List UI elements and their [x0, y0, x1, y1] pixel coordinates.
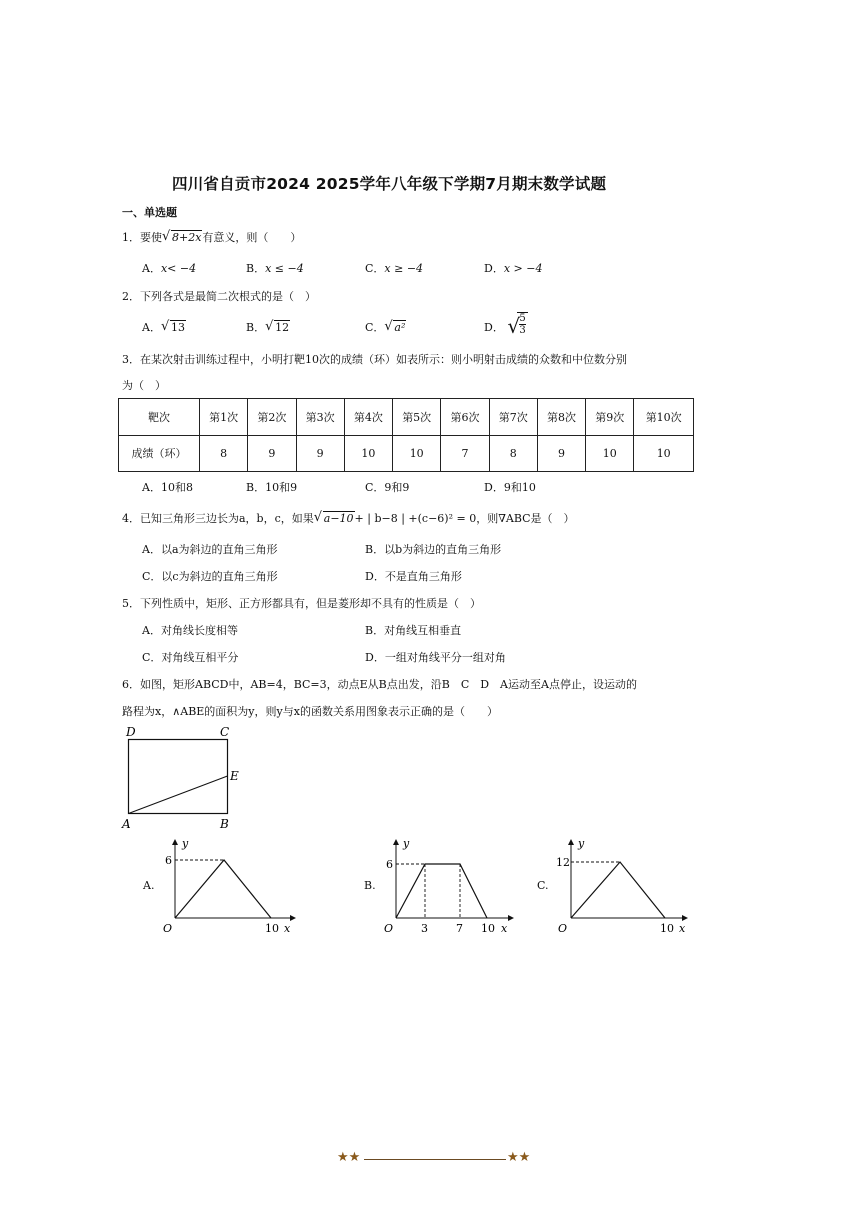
q4-middle: + | b−8 | +(c−6)² = 0，则∇ABC是（ ）	[354, 512, 575, 525]
svg-text:10: 10	[265, 922, 279, 935]
question-5: 5．下列性质中，矩形、正方形都具有，但是菱形却不具有的性质是（ ）	[122, 597, 481, 610]
svg-text:12: 12	[556, 856, 570, 869]
q1-suffix: 有意义，则（ ）	[202, 231, 302, 244]
table-cell: 9	[537, 435, 585, 472]
q1-prefix: 1．要使	[122, 231, 162, 244]
graph-a-label[interactable]: A.	[143, 879, 155, 892]
table-cell: 9	[248, 435, 296, 472]
table-cell: 第7次	[489, 399, 537, 436]
question-6-line-2: 路程为x，∧ABE的面积为y，则y与x的函数关系用图象表示正确的是（ ）	[122, 705, 498, 718]
table-cell: 第3次	[296, 399, 344, 436]
svg-text:O: O	[384, 922, 394, 935]
table-header-row	[119, 399, 694, 436]
table-cell: 成绩（环）	[119, 435, 200, 472]
svg-text:O: O	[163, 922, 173, 935]
svg-text:10: 10	[660, 922, 674, 935]
svg-text:y: y	[182, 837, 189, 850]
q5-option-d[interactable]: D．一组对角线平分一组对角	[365, 651, 506, 664]
table-cell: 7	[441, 435, 489, 472]
graph-b	[380, 836, 520, 936]
table-cell: 10	[344, 435, 392, 472]
question-2: 2．下列各式是最简二次根式的是（ ）	[122, 290, 316, 303]
table-cell: 第9次	[586, 399, 634, 436]
table-cell: 靶次	[119, 399, 200, 436]
table-cell: 第8次	[537, 399, 585, 436]
svg-text:6: 6	[386, 858, 393, 871]
section-heading: 一、单选题	[122, 206, 177, 219]
q2-option-d[interactable]: D． √ $\frac{5}{3}$	[484, 313, 526, 338]
svg-text:y: y	[578, 837, 585, 850]
question-1	[122, 229, 301, 245]
table-cell: 9	[296, 435, 344, 472]
question-3-line-2: 为（ ）	[122, 379, 166, 392]
table-cell: 第5次	[393, 399, 441, 436]
q3-option-c[interactable]: C．9和9	[365, 481, 410, 494]
table-cell: 第4次	[344, 399, 392, 436]
table-cell: 第1次	[200, 399, 248, 436]
table-cell: 第6次	[441, 399, 489, 436]
graph-b-label[interactable]: B.	[364, 879, 376, 892]
table-cell: 10	[393, 435, 441, 472]
q1-option-a[interactable]: A．x< −4	[142, 262, 197, 275]
table-cell: 第10次	[634, 399, 694, 436]
footer-decoration	[337, 1150, 532, 1170]
table-cell: 10	[586, 435, 634, 472]
q4-option-a[interactable]: A．以a为斜边的直角三角形	[142, 543, 278, 556]
table-cell: 8	[489, 435, 537, 472]
question-3-line-1: 3．在某次射击训练过程中，小明打靶10次的成绩（环）如表所示：则小明射击成绩的众数和中位数分别	[122, 353, 627, 366]
q1-option-c[interactable]: C．x ≥ −4	[365, 262, 424, 275]
q1-radical: √ 8+2x	[162, 229, 202, 244]
svg-text:O: O	[558, 922, 568, 935]
svg-text:x: x	[501, 922, 508, 935]
star-icon: ★★	[507, 1150, 531, 1165]
rectangle-figure	[120, 722, 260, 832]
graph-c-label[interactable]: C.	[537, 879, 549, 892]
label-e: E	[230, 769, 239, 783]
table-row	[119, 435, 694, 472]
label-c: C	[220, 725, 230, 739]
svg-text:x: x	[679, 922, 686, 935]
star-icon: ★★	[337, 1150, 361, 1165]
q5-option-b[interactable]: B．对角线互相垂直	[365, 624, 462, 637]
q5-option-a[interactable]: A．对角线长度相等	[142, 624, 238, 637]
svg-text:7: 7	[456, 922, 463, 935]
q4-option-d[interactable]: D．不是直角三角形	[365, 570, 462, 583]
scores-table	[118, 398, 694, 472]
q5-option-c[interactable]: C．对角线互相平分	[142, 651, 239, 664]
q4-radical: √ a−10	[313, 510, 354, 525]
table-cell: 10	[634, 435, 694, 472]
label-b: B	[220, 817, 229, 831]
q4-prefix: 4．已知三角形三边长为a，b，c，如果	[122, 512, 314, 525]
label-d: D	[126, 725, 136, 739]
svg-text:10: 10	[481, 922, 495, 935]
graph-c	[552, 836, 692, 936]
table-cell: 8	[200, 435, 248, 472]
q3-option-d[interactable]: D．9和10	[484, 481, 536, 494]
svg-text:6: 6	[165, 854, 172, 867]
q4-option-b[interactable]: B．以b为斜边的直角三角形	[365, 543, 502, 556]
paper-title: 四川省自贡市2024 2025学年八年级下学期7月期末数学试题	[172, 175, 607, 193]
q1-option-b[interactable]: B．x ≤ −4	[246, 262, 304, 275]
footer-divider	[364, 1159, 506, 1160]
svg-text:3: 3	[421, 922, 428, 935]
q4-option-c[interactable]: C．以c为斜边的直角三角形	[142, 570, 278, 583]
q2-option-c[interactable]: C． √ a²	[365, 319, 406, 334]
table-cell: 第2次	[248, 399, 296, 436]
question-4	[122, 510, 575, 526]
q2-option-b[interactable]: B． √ 12	[246, 319, 290, 334]
graph-a	[158, 836, 298, 936]
q1-option-d[interactable]: D．x > −4	[484, 262, 543, 275]
question-6-line-1: 6．如图，矩形ABCD中，AB=4，BC=3，动点E从B点出发，沿B C D A运动至A点停止，设运动的	[122, 678, 637, 691]
q3-option-b[interactable]: B．10和9	[246, 481, 298, 494]
q3-option-a[interactable]: A．10和8	[142, 481, 193, 494]
label-a: A	[122, 817, 131, 831]
q2-option-a[interactable]: A． √ 13	[142, 319, 185, 334]
svg-text:y: y	[403, 837, 410, 850]
svg-text:x: x	[284, 922, 291, 935]
